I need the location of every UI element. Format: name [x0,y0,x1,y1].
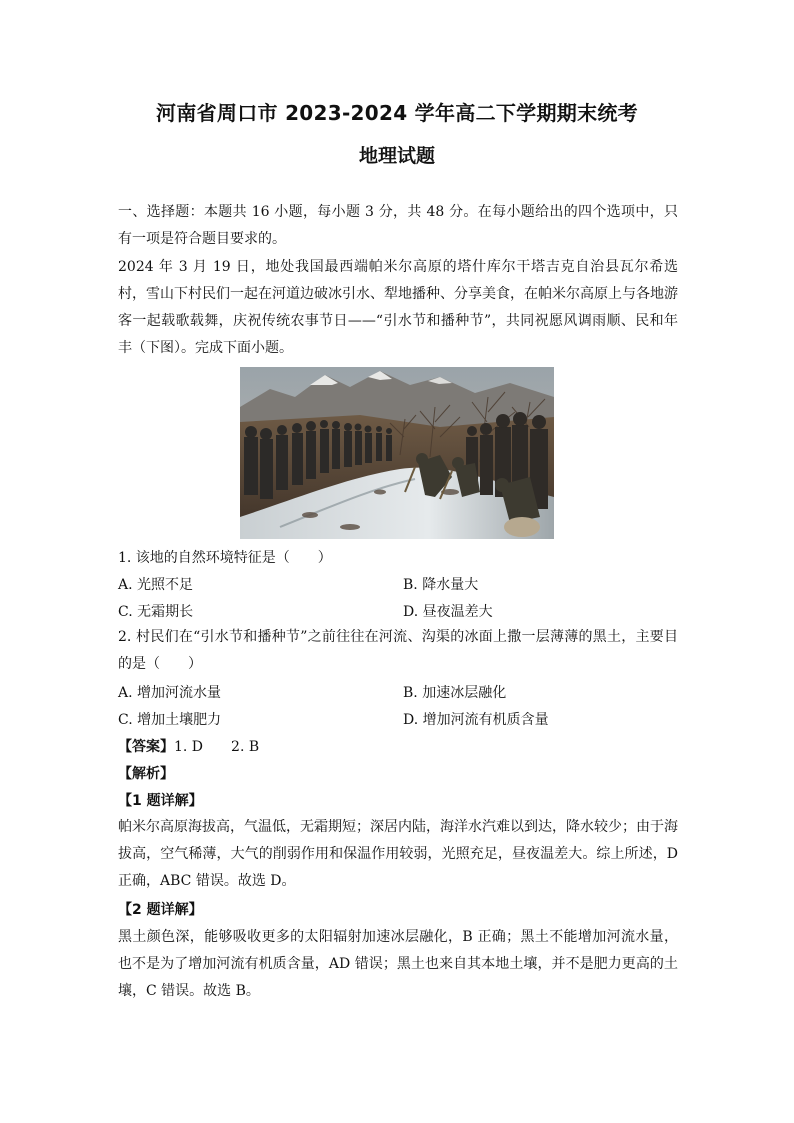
document-subtitle: 地理试题 [358,145,435,167]
q1-analysis-label: 【1 题详解】 [118,793,203,809]
q2-option-d: D. 增加河流有机质含量 [403,712,549,728]
answer-value: 1. D 2. B [174,739,260,755]
analysis-label: 【解析】 [118,766,174,782]
q1-option-c: C. 无霜期长 [118,604,194,620]
q2-option-a: A. 增加河流水量 [118,685,222,701]
q2-analysis-text: 黑土颜色深，能够吸收更多的太阳辐射加速冰层融化，B 正确；黑土不能增加河流水量，也不是为了增加河流有机质含量，AD 错误；黑土也来自其本地土壤，并不是肥力更高的土壤，C 错误。故选 B。 [118,929,678,999]
q2-option-b: B. 加速冰层融化 [403,685,507,701]
q2-option-c: C. 增加土壤肥力 [118,712,222,728]
question-2-stem: 2. 村民们在“引水节和播种节”之前往往在河流、沟渠的冰面上撒一层薄薄的黑土，主要目的是（ ） [118,629,678,672]
q1-analysis-text: 帕米尔高原海拔高，气温低，无霜期短；深居内陆，海洋水汽难以到达，降水较少；由于海拔高，空气稀薄，大气的削弱作用和保温作用较弱，光照充足，昼夜温差大。综上所述，D 正确，ABC 错误。故选 D。 [118,819,678,889]
question-1-stem: 1. 该地的自然环境特征是（ ） [118,550,332,566]
q2-analysis-label: 【2 题详解】 [118,902,203,918]
reading-passage: 2024 年 3 月 19 日，地处我国最西端帕米尔高原的塔什库尔干塔吉克自治县瓦尔希选村，雪山下村民们一起在河道边破冰引水、犁地播种、分享美食，在帕米尔高原上与各地游客一起载歌载舞，庆祝传统农事节日——“引水节和播种节”，共同祝愿风调雨顺、民和年丰（下图）。完成下面小题。 [118,259,678,356]
section-instructions: 一、选择题：本题共 16 小题，每小题 3 分，共 48 分。在每小题给出的四个选项中，只有一项是符合题目要求的。 [118,204,678,247]
answer-row [118,737,259,757]
document-title: 河南省周口市 2023-2024 学年高二下学期期末统考 [156,101,638,125]
q1-option-d: D. 昼夜温差大 [403,604,493,620]
answer-label: 【答案】 [118,739,174,755]
q1-option-a: A. 光照不足 [118,577,194,593]
village-river-photo [240,367,554,539]
q1-option-b: B. 降水量大 [403,577,479,593]
